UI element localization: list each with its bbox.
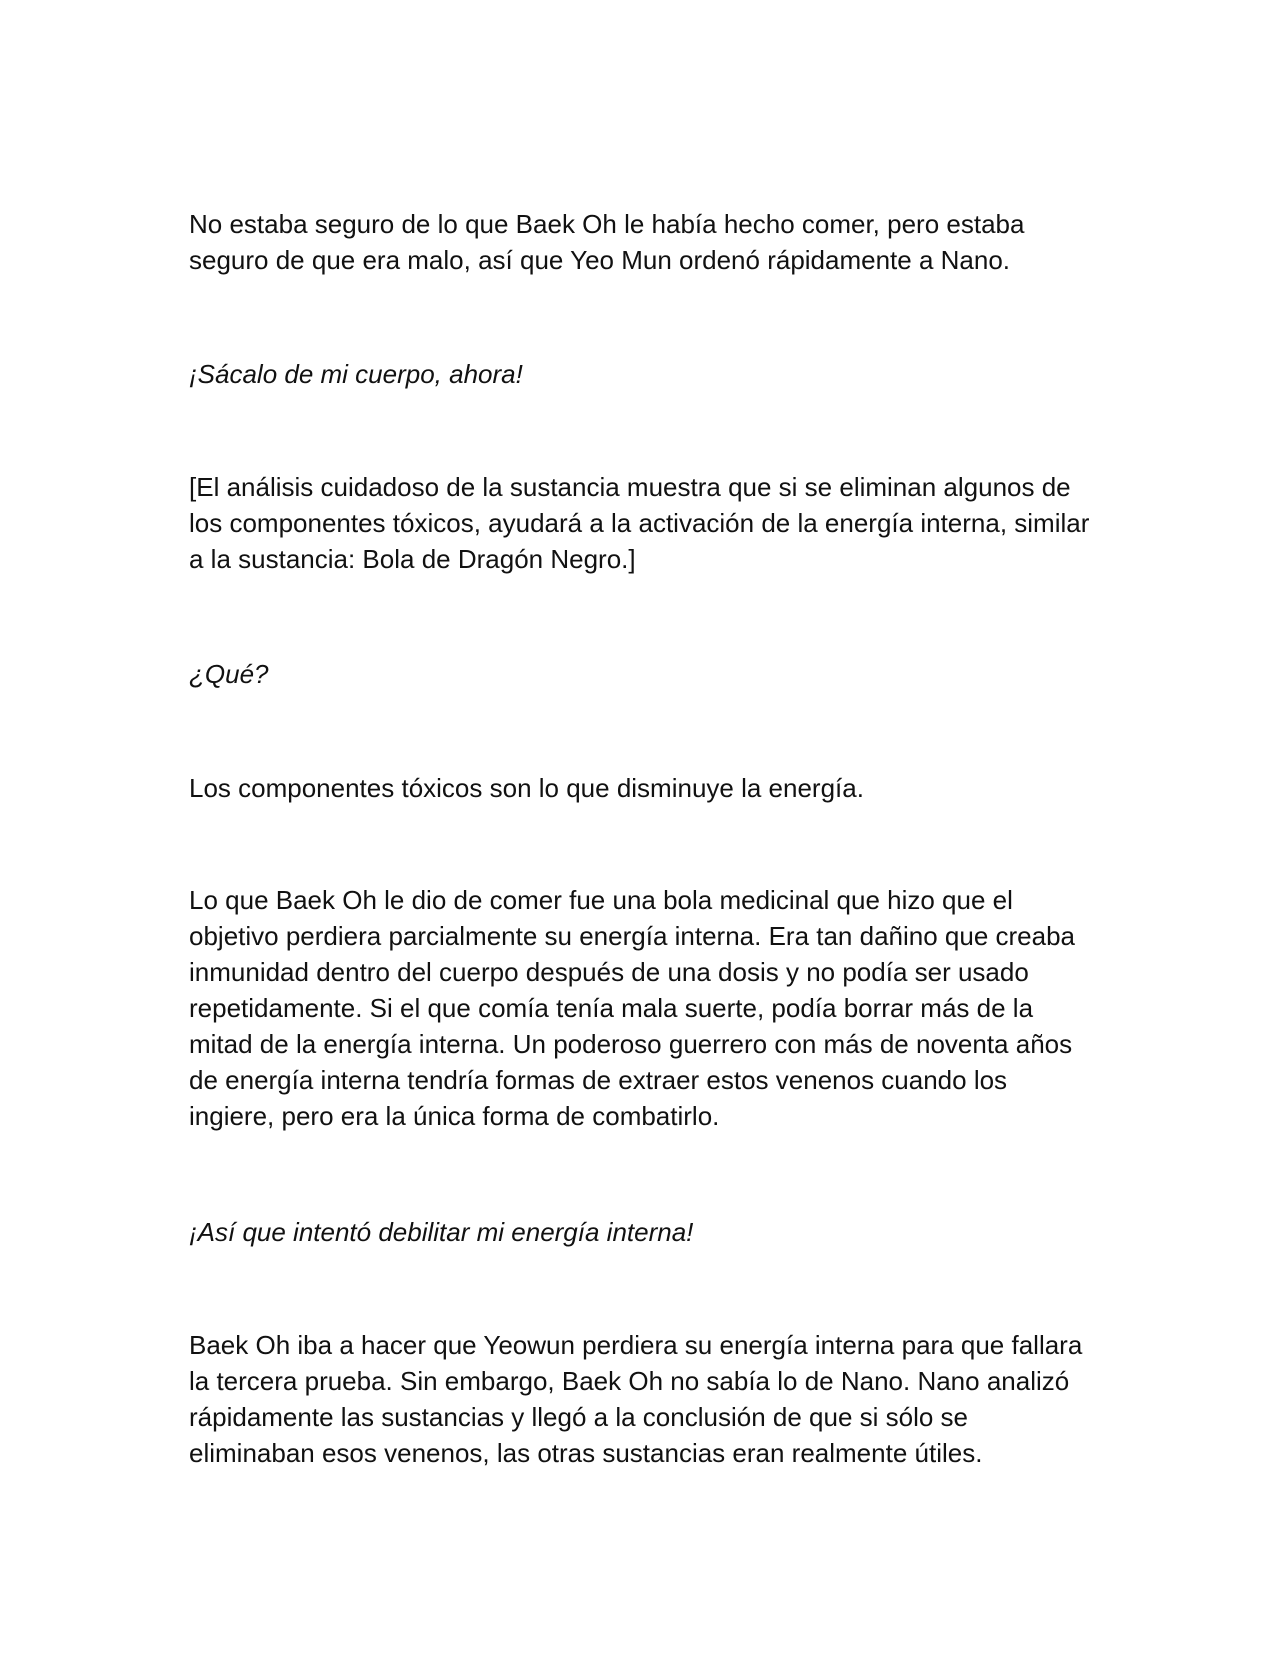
paragraph-5: Los componentes tóxicos son lo que disminuye la energía. xyxy=(189,773,864,803)
paragraph-2-thought: ¡Sácalo de mi cuerpo, ahora! xyxy=(189,359,523,389)
paragraph-1: No estaba seguro de lo que Baek Oh le había hecho comer, pero estaba seguro de que era malo, así que Yeo Mun ordenó rápidamente a Nano. xyxy=(189,209,1025,275)
paragraph-3-system-message: [El análisis cuidadoso de la sustancia muestra que si se eliminan algunos de los componentes tóxicos, ayudará a la activación de la energía interna, similar a la sustancia: Bola de Dragón Negro.] xyxy=(189,472,1090,574)
paragraph-6: Lo que Baek Oh le dio de comer fue una bola medicinal que hizo que el objetivo perdiera parcialmente su energía interna. Era tan dañino que creaba inmunidad dentro del cuerpo después de una dosis y no podía ser usado repetidamente. Si el que comía tenía mala suerte, podía borrar más de la mitad de la energía interna. Un poderoso guerrero con más de noventa años de energía interna tendría formas de extraer estos venenos cuando los ingiere, pero era la única forma de combatirlo. xyxy=(189,885,1076,1131)
paragraph-4-thought: ¿Qué? xyxy=(189,659,269,689)
paragraph-8: Baek Oh iba a hacer que Yeowun perdiera su energía interna para que fallara la tercera prueba. Sin embargo, Baek Oh no sabía lo de Nano. Nano analizó rápidamente las sustancias y llegó a la conclusión de que si sólo se eliminaban esos venenos, las otras sustancias eran realmente útiles. xyxy=(189,1330,1083,1468)
paragraph-7-thought: ¡Así que intentó debilitar mi energía interna! xyxy=(189,1217,694,1247)
